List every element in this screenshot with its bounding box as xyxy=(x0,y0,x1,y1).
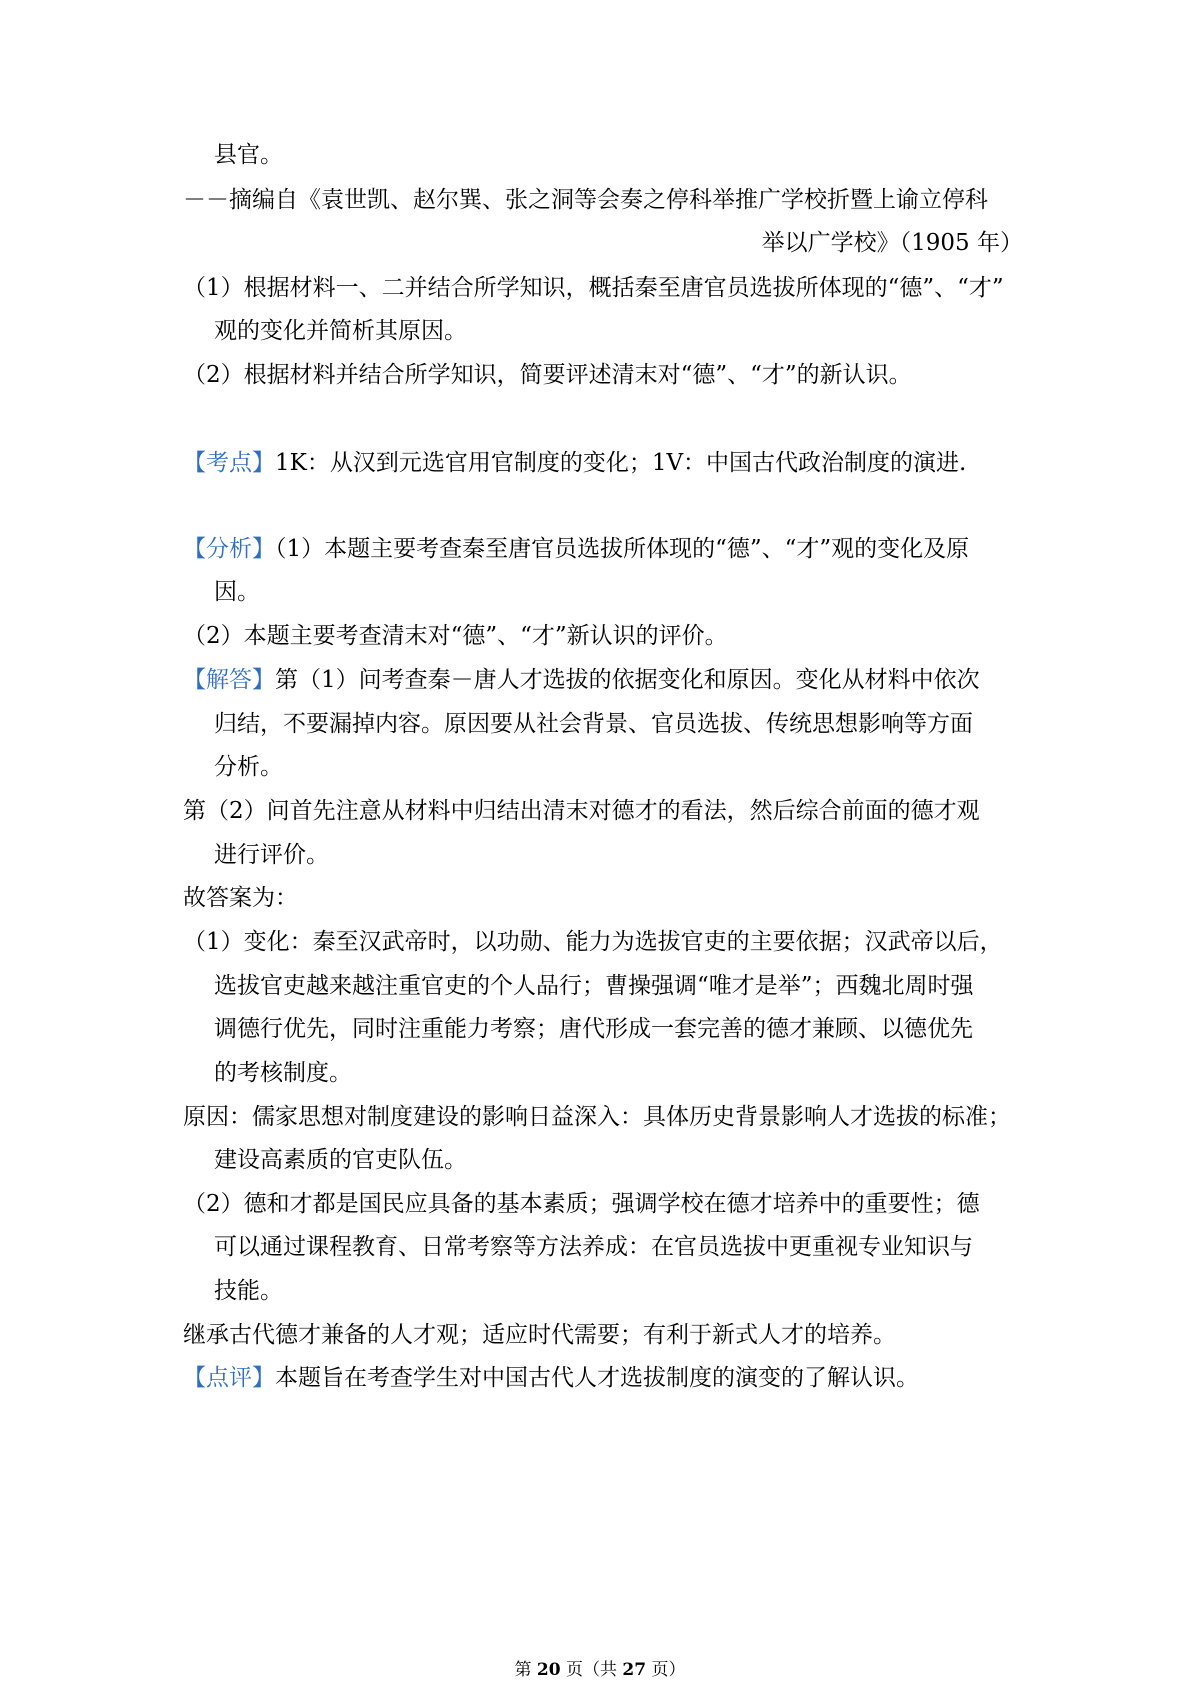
fenxi-line-3: （2）本题主要考查清末对“德”、“才”新认识的评价。 xyxy=(183,623,728,649)
question-1-line-1: （1）根据材料一、二并结合所学知识，概括秦至唐官员选拔所体现的“德”、“才” xyxy=(183,275,1004,301)
footer-page-number: 20 xyxy=(536,1660,561,1680)
page-footer xyxy=(0,1659,1200,1681)
answer-2-line-1: （2）德和才都是国民应具备的基本素质；强调学校在德才培养中的重要性；德 xyxy=(183,1191,980,1217)
dianping-section xyxy=(183,1363,1023,1393)
answer-1-line-1: （1）变化：秦至汉武帝时，以功勋、能力为选拔官吏的主要依据；汉武帝以后， xyxy=(183,929,1003,955)
kaodian-section xyxy=(183,448,1023,478)
jieda-tag: 【解答】 xyxy=(183,667,275,693)
jieda-line-1: 第（1）问考查秦－唐人才选拔的依据变化和原因。变化从材料中依次 xyxy=(275,667,980,693)
dianping-tag: 【点评】 xyxy=(183,1365,275,1391)
fenxi-tag: 【分析】 xyxy=(183,536,275,562)
answer-1-line-3: 调德行优先，同时注重能力考察；唐代形成一套完善的德才兼顾、以德优先 xyxy=(214,1016,973,1042)
jieda-line-4: 第（2）问首先注意从材料中归结出清末对德才的看法，然后综合前面的德才观 xyxy=(183,798,980,824)
answer-2-line-2: 可以通过课程教育、日常考察等方法养成：在官员选拔中更重视专业知识与 xyxy=(214,1234,973,1260)
jieda-line-2: 归结，不要漏掉内容。原因要从社会背景、官员选拔、传统思想影响等方面 xyxy=(214,711,973,737)
footer-prefix: 第 xyxy=(514,1660,537,1680)
kaodian-text: 1K：从汉到元选官用官制度的变化；1V：中国古代政治制度的演进. xyxy=(275,450,967,476)
answer-1-line-4: 的考核制度。 xyxy=(214,1060,352,1086)
footer-middle: 页（共 xyxy=(560,1660,623,1680)
fenxi-line-2: 因。 xyxy=(214,579,260,605)
source-tail: 县官。 xyxy=(214,142,283,168)
footer-suffix: 页） xyxy=(646,1660,686,1680)
jieda-line-3: 分析。 xyxy=(214,754,283,780)
answer-1-line-5: 原因：儒家思想对制度建设的影响日益深入：具体历史背景影响人才选拔的标准； xyxy=(183,1104,1011,1130)
jieda-section xyxy=(183,665,1023,695)
citation-line-1: －－摘编自《袁世凯、赵尔巽、张之洞等会奏之停科举推广学校折暨上谕立停科 xyxy=(183,187,988,213)
dianping-text: 本题旨在考查学生对中国古代人才选拔制度的演变的了解认识。 xyxy=(275,1365,919,1391)
fenxi-line-1: （1）本题主要考查秦至唐官员选拔所体现的“德”、“才”观的变化及原 xyxy=(275,536,970,562)
answer-1-line-2: 选拔官吏越来越注重官吏的个人品行；曹操强调“唯才是举”；西魏北周时强 xyxy=(214,973,974,999)
kaodian-tag: 【考点】 xyxy=(183,450,275,476)
citation-line-2: 举以广学校》（1905 年） xyxy=(761,230,1023,256)
answer-2-line-3: 技能。 xyxy=(214,1278,283,1304)
footer-total-pages: 27 xyxy=(622,1660,647,1680)
question-2: （2）根据材料并结合所学知识，简要评述清末对“德”、“才”的新认识。 xyxy=(183,362,912,388)
jieda-line-6: 故答案为： xyxy=(183,885,298,911)
question-1-line-2: 观的变化并简析其原因。 xyxy=(214,318,467,344)
fenxi-section xyxy=(183,534,1023,564)
answer-1-line-6: 建设高素质的官吏队伍。 xyxy=(214,1147,467,1173)
answer-2-line-4: 继承古代德才兼备的人才观；适应时代需要；有利于新式人才的培养。 xyxy=(183,1322,896,1348)
jieda-line-5: 进行评价。 xyxy=(214,842,329,868)
